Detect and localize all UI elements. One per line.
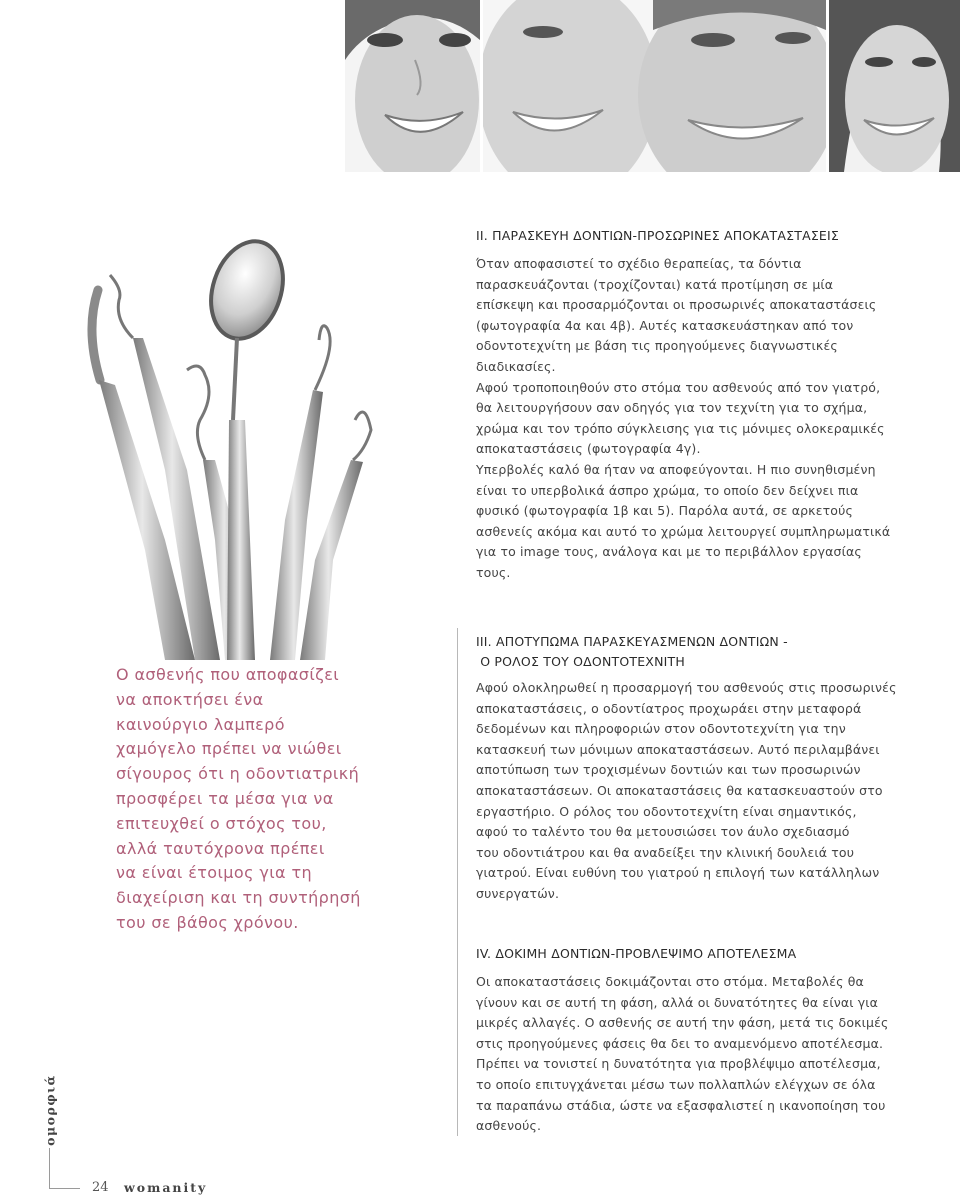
section-ii xyxy=(476,226,906,584)
text-line: για το image τους, ανάλογα και με το περιβάλλον εργασίας xyxy=(476,544,862,560)
quote-line: σίγουρος ότι η οδοντιατρική xyxy=(116,764,360,784)
footer-rule-horizontal xyxy=(49,1188,80,1189)
text-line: κατασκευή των μόνιμων αποκαταστάσεων. Αυτό περιλαμβάνει xyxy=(476,741,880,757)
text-line: γίνουν και σε αυτή τη φάση, αλλά οι δυνατότητες θα είναι για xyxy=(476,994,879,1010)
page-number: 24 xyxy=(92,1180,109,1195)
footer-rule-vertical xyxy=(49,1148,50,1188)
text-line: το οποίο επιτυγχάνεται μέσω των πολλαπλών ελέγχων σε όλα xyxy=(476,1076,876,1092)
quote-line: διαχείριση και τη συντήρησή xyxy=(116,888,361,908)
photo-smiling-man xyxy=(345,0,480,172)
photo-smiling-woman xyxy=(829,0,960,172)
magazine-name: womanity xyxy=(124,1180,208,1195)
quote-line: αλλά ταυτόχρονα πρέπει xyxy=(116,838,325,858)
text-line: Όταν αποφασιστεί το σχέδιο θεραπείας, τα δόντια xyxy=(476,256,802,271)
text-line: αποκαταστάσεις (φωτογραφία 4γ). xyxy=(476,441,701,457)
text-line: ασθενείς ακόμα και αυτό το χρώμα λειτουργεί συμπληρωματικά xyxy=(476,523,891,539)
text-line: αποτύπωση των τροχισμένων δοντιών και των προσωρινών xyxy=(476,762,861,778)
section-iii xyxy=(476,632,906,905)
text-line: του οδοντιάτρου και θα αναδείξει την κλινική δουλειά του xyxy=(476,844,855,860)
section-iii-heading xyxy=(476,632,906,672)
text-line: Οι αποκαταστάσεις δοκιμάζονται στο στόμα. Μεταβολές θα xyxy=(476,974,864,989)
pull-quote xyxy=(116,663,376,936)
quote-line: επιτευχθεί ο στόχος του, xyxy=(116,813,327,833)
text-line: ασθενούς. xyxy=(476,1118,542,1134)
text-line: οδοντοτεχνίτη με βάση τις προηγούμενες διαγνωστικές xyxy=(476,338,838,354)
text-line: τα παραπάνω στάδια, ώστε να εξασφαλιστεί η ικανοποίηση του xyxy=(476,1097,886,1113)
quote-line: Ο ασθενής που αποφασίζει xyxy=(116,665,340,684)
section-iii-body xyxy=(476,678,906,905)
column-divider xyxy=(457,628,458,1136)
text-line: επίσκεψη και προσαρμόζονται οι προσωρινές αποκαταστάσεις xyxy=(476,297,877,313)
text-line: παρασκευάζονται (τροχίζονται) κατά προτίμηση σε μία xyxy=(476,276,834,292)
text-line: μικρές αλλαγές. Ο ασθενής σε αυτή την φάση, μετά τις δοκιμές xyxy=(476,1015,889,1031)
quote-line: προσφέρει τα μέσα για να xyxy=(116,788,334,808)
quote-line: χαμόγελο πρέπει να νιώθει xyxy=(116,739,342,759)
dental-instruments-illustration xyxy=(15,220,395,660)
text-line: Πρέπει να τονιστεί η δυνατότητα για προβλέψιμο αποτέλεσμα, xyxy=(476,1056,881,1072)
text-line: συνεργατών. xyxy=(476,885,560,901)
section-iv-body xyxy=(476,972,906,1137)
quote-line: να αποκτήσει ένα xyxy=(116,689,264,709)
text-line: Αφού ολοκληρωθεί η προσαρμογή του ασθενούς στις προσωρινές xyxy=(476,680,897,695)
text-line: αποκαταστάσεων. Οι αποκαταστάσεις θα κατασκευαστούν στο xyxy=(476,782,883,798)
text-line: φυσικό (φωτογραφία 1β και 5). Παρόλα αυτά, σε αρκετούς xyxy=(476,503,853,519)
text-line: (φωτογραφία 4α και 4β). Αυτές κατασκευάστηκαν από τον xyxy=(476,317,854,333)
text-line: τους. xyxy=(476,564,511,580)
section-ii-body xyxy=(476,254,906,584)
quote-line: καινούργιο λαμπερό xyxy=(116,714,285,734)
photo-smiling-man-2 xyxy=(483,0,826,172)
heading-line: Ο ΡΟΛΟΣ ΤΟΥ ΟΔΟΝΤΟΤΕΧΝΙΤΗ xyxy=(480,654,685,669)
text-line: αποκαταστάσεις, ο οδοντίατρος προχωράει στην μεταφορά xyxy=(476,700,862,716)
text-line: αφού το ταλέντο του θα μετουσιώσει τον άυλο σχεδιασμό xyxy=(476,824,850,840)
heading-line: III. ΑΠΟΤΥΠΩΜΑ ΠΑΡΑΣΚΕΥΑΣΜΕΝΩΝ ΔΟΝΤΙΩΝ - xyxy=(476,634,788,649)
text-line: στις προηγούμενες φάσεις θα δει το αναμενόμενο αποτέλεσμα. xyxy=(476,1035,884,1051)
text-line: διαδικασίες. xyxy=(476,358,556,374)
text-line: Υπερβολές καλό θα ήταν να αποφεύγονται. Η πιο συνηθισμένη xyxy=(476,461,876,477)
section-label xyxy=(40,1070,60,1150)
section-ii-heading: II. ΠΑΡΑΣΚΕΥΗ ΔΟΝΤΙΩΝ-ΠΡΟΣΩΡΙΝΕΣ ΑΠΟΚΑΤΑΣΤΑΣΕΙΣ xyxy=(476,228,839,243)
quote-line: του σε βάθος χρόνου. xyxy=(116,912,299,932)
text-line: είναι το υπερβολικά άσπρο χρώμα, το οποίο δεν δείχνει πια xyxy=(476,482,859,498)
section-iv xyxy=(476,944,906,1137)
text-line: Αφού τροποποιηθούν στο στόμα του ασθενούς από τον γιατρό, xyxy=(476,379,881,395)
text-line: γιατρού. Είναι ευθύνη του γιατρού η επιλογή των κατάλληλων xyxy=(476,865,880,881)
text-line: χρώμα και τον τρόπο σύγκλεισης για τις μόνιμες ολοκεραμικές xyxy=(476,420,885,436)
quote-line: να είναι έτοιμος για τη xyxy=(116,863,313,883)
section-label-text: ομορφιά xyxy=(42,1074,58,1146)
text-line: θα λειτουργήσουν σαν οδηγός για τον τεχνίτη για το σχήμα, xyxy=(476,400,868,416)
text-line: εργαστήριο. Ο ρόλος του οδοντοτεχνίτη είναι σημαντικός, xyxy=(476,803,857,819)
text-line: δεδομένων και πληροφοριών στον οδοντοτεχνίτη για την xyxy=(476,721,846,737)
section-iv-heading: IV. ΔΟΚΙΜΗ ΔΟΝΤΙΩΝ-ΠΡΟΒΛΕΨΙΜΟ ΑΠΟΤΕΛΕΣΜΑ xyxy=(476,946,797,961)
